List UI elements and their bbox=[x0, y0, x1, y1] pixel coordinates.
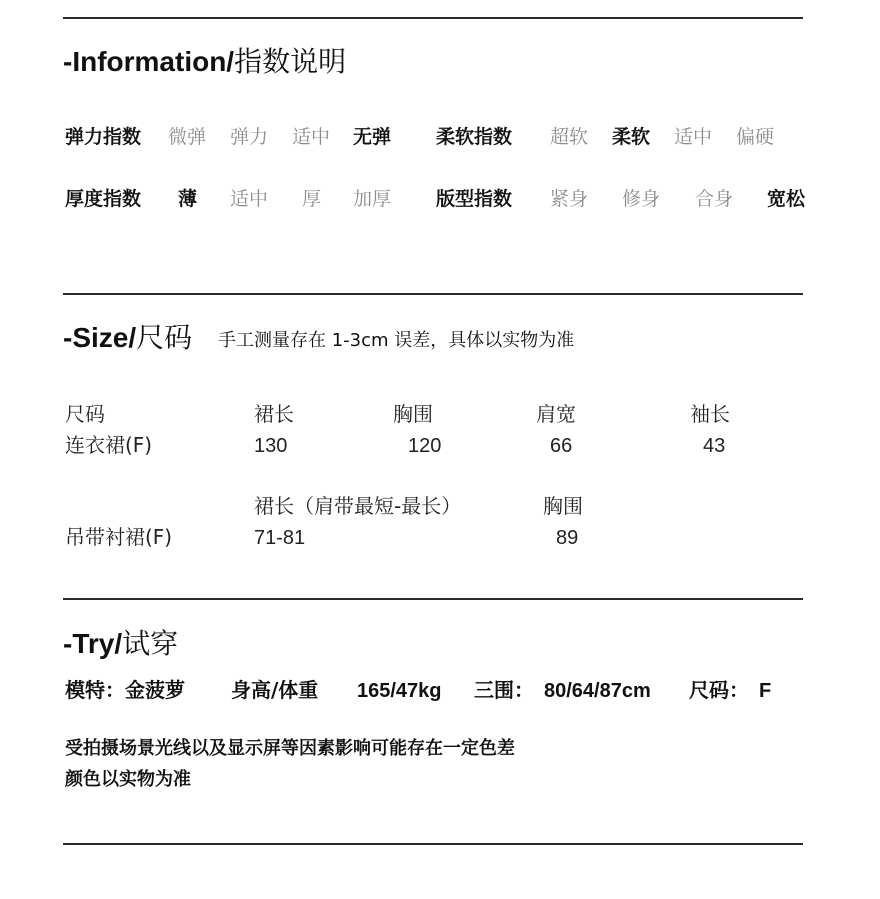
size-table1-row-name: 连衣裙(F) bbox=[65, 433, 153, 457]
size-table1-row-shoulder: 66 bbox=[550, 435, 573, 457]
try-height-weight-value: 165/47kg bbox=[357, 680, 442, 702]
thickness-option-1-selected: 薄 bbox=[178, 188, 198, 210]
fit-option-1: 紧身 bbox=[550, 188, 589, 210]
size-table1-header-bust: 胸围 bbox=[393, 402, 433, 426]
color-disclaimer-line2: 颜色以实物为准 bbox=[65, 769, 191, 790]
thickness-label: 厚度指数 bbox=[65, 188, 142, 210]
try-measurements-value: 80/64/87cm bbox=[544, 680, 651, 702]
information-heading-en: -Information/ bbox=[63, 46, 235, 77]
information-heading bbox=[63, 45, 347, 78]
size-table1-row-sleeve: 43 bbox=[703, 435, 726, 457]
softness-label: 柔软指数 bbox=[436, 126, 513, 148]
elasticity-option-3: 适中 bbox=[292, 126, 331, 148]
try-measurements-label: 三围： bbox=[474, 678, 534, 702]
thickness-option-2: 适中 bbox=[230, 188, 269, 210]
size-heading-cn: 尺码 bbox=[136, 321, 193, 354]
size-table2-header-bust: 胸围 bbox=[543, 494, 583, 518]
divider-3 bbox=[63, 598, 803, 600]
size-table1-header-length: 裙长 bbox=[254, 402, 294, 426]
softness-option-4: 偏硬 bbox=[736, 126, 775, 148]
size-table1-header-sleeve: 袖长 bbox=[690, 402, 730, 426]
thickness-option-4: 加厚 bbox=[353, 188, 392, 210]
size-table2-row-length: 71-81 bbox=[254, 527, 306, 549]
try-heading-cn: 试穿 bbox=[122, 627, 179, 660]
try-size-value: F bbox=[759, 680, 772, 702]
size-table1-row-length: 130 bbox=[254, 435, 288, 457]
softness-option-1: 超软 bbox=[550, 126, 589, 148]
size-table2-header-length: 裙长（肩带最短-最长） bbox=[254, 494, 462, 518]
softness-option-2-selected: 柔软 bbox=[612, 126, 651, 148]
elasticity-option-4-selected: 无弹 bbox=[353, 126, 392, 148]
size-table2-row-bust: 89 bbox=[556, 527, 579, 549]
elasticity-option-2: 弹力 bbox=[230, 126, 269, 148]
divider-2 bbox=[63, 293, 803, 295]
try-heading bbox=[63, 627, 179, 660]
size-measurement-note: 手工测量存在 1-3cm 误差，具体以实物为准 bbox=[218, 330, 575, 351]
elasticity-label: 弹力指数 bbox=[65, 126, 142, 148]
fit-option-3: 合身 bbox=[695, 188, 734, 210]
fit-option-4-selected: 宽松 bbox=[767, 188, 806, 210]
try-height-weight-label: 身高/体重 bbox=[231, 678, 319, 702]
softness-option-3: 适中 bbox=[674, 126, 713, 148]
try-heading-en: -Try/ bbox=[63, 628, 123, 659]
divider-bottom bbox=[63, 843, 803, 845]
size-table1-row-bust: 120 bbox=[408, 435, 442, 457]
color-disclaimer-line1: 受拍摄场景光线以及显示屏等因素影响可能存在一定色差 bbox=[65, 738, 515, 759]
size-table2-row-name: 吊带衬裙(F) bbox=[65, 525, 173, 549]
size-table1-header-shoulder: 肩宽 bbox=[536, 402, 576, 426]
elasticity-option-1: 微弹 bbox=[168, 126, 207, 148]
size-heading bbox=[63, 321, 193, 354]
thickness-option-3: 厚 bbox=[302, 188, 322, 210]
fit-label: 版型指数 bbox=[436, 188, 513, 210]
size-table1-header-size: 尺码 bbox=[65, 402, 105, 426]
try-size-label: 尺码： bbox=[689, 678, 749, 702]
information-heading-cn: 指数说明 bbox=[234, 45, 347, 78]
divider-top bbox=[63, 17, 803, 19]
try-model: 模特：金菠萝 bbox=[65, 678, 185, 702]
size-heading-en: -Size/ bbox=[63, 322, 137, 353]
fit-option-2: 修身 bbox=[622, 188, 661, 210]
